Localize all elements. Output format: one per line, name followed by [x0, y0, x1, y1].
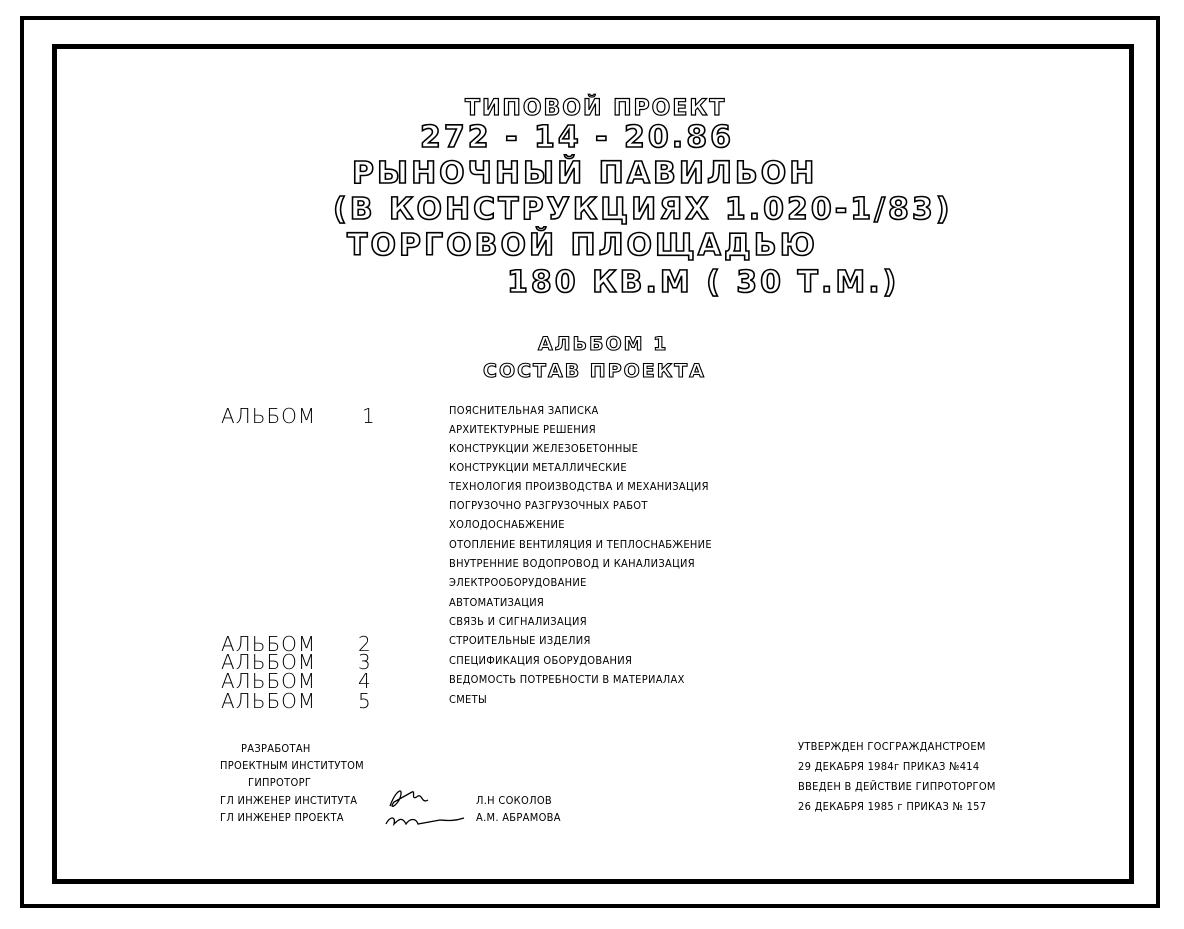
- contents-item: ПОГРУЗОЧНО РАЗГРУЗОЧНЫХ РАБОТ: [449, 499, 648, 512]
- album-4-number: 4: [358, 669, 372, 693]
- approval-line-1: УТВЕРЖДЕН ГОСГРАЖДАНСТРОЕМ: [798, 740, 986, 753]
- album-5-label: АЛЬБОМ: [221, 689, 317, 713]
- album-5-number: 5: [358, 689, 372, 713]
- contents-item: ОТОПЛЕНИЕ ВЕНТИЛЯЦИЯ И ТЕПЛОСНАБЖЕНИЕ: [449, 538, 712, 551]
- contents-item: ТЕХНОЛОГИЯ ПРОИЗВОДСТВА И МЕХАНИЗАЦИЯ: [449, 480, 709, 493]
- title-line-6: 180 КВ.М ( 30 Т.М.): [507, 265, 900, 300]
- developer-line-2: ПРОЕКТНЫМ ИНСТИТУТОМ: [220, 759, 365, 772]
- project-number: 272 - 14 - 20.86: [420, 120, 734, 155]
- composition-heading: СОСТАВ ПРОЕКТА: [483, 360, 706, 382]
- album-heading: АЛЬБОМ 1: [538, 333, 669, 355]
- approval-line-3: ВВЕДЕН В ДЕЙСТВИЕ ГИПРОТОРГОМ: [798, 780, 996, 793]
- developer-line-1: РАЗРАБОТАН: [241, 742, 311, 755]
- album-4-label: АЛЬБОМ: [221, 669, 317, 693]
- contents-item: СМЕТЫ: [449, 693, 487, 706]
- chief-engineer-project-role: ГЛ ИНЖЕНЕР ПРОЕКТА: [220, 811, 344, 824]
- contents-item: КОНСТРУКЦИИ МЕТАЛЛИЧЕСКИЕ: [449, 461, 627, 474]
- approval-line-4: 26 ДЕКАБРЯ 1985 г ПРИКАЗ № 157: [798, 800, 987, 813]
- album-3-number: 3: [358, 650, 372, 674]
- contents-item: СПЕЦИФИКАЦИЯ ОБОРУДОВАНИЯ: [449, 654, 633, 667]
- contents-item: ПОЯСНИТЕЛЬНАЯ ЗАПИСКА: [449, 404, 599, 417]
- chief-engineer-project-name: А.М. АБРАМОВА: [476, 811, 561, 824]
- contents-item: АРХИТЕКТУРНЫЕ РЕШЕНИЯ: [449, 423, 596, 436]
- title-line-4: (В КОНСТРУКЦИЯХ 1.020-1/83): [333, 192, 953, 227]
- contents-item: ЭЛЕКТРООБОРУДОВАНИЕ: [449, 576, 587, 589]
- album-2-number: 2: [358, 632, 372, 656]
- chief-engineer-institute-role: ГЛ ИНЖЕНЕР ИНСТИТУТА: [220, 794, 358, 807]
- contents-item: ВНУТРЕННИЕ ВОДОПРОВОД И КАНАЛИЗАЦИЯ: [449, 557, 695, 570]
- signature-sokolov: [390, 791, 428, 806]
- contents-item: СТРОИТЕЛЬНЫЕ ИЗДЕЛИЯ: [449, 634, 591, 647]
- contents-item: ХОЛОДОСНАБЖЕНИЕ: [449, 518, 565, 531]
- album-1-label: АЛЬБОМ: [221, 404, 317, 428]
- contents-item: КОНСТРУКЦИИ ЖЕЛЕЗОБЕТОННЫЕ: [449, 442, 639, 455]
- album-2-label: АЛЬБОМ: [221, 632, 317, 656]
- signature-drawings: [382, 780, 472, 830]
- contents-item: ВЕДОМОСТЬ ПОТРЕБНОСТИ В МАТЕРИАЛАХ: [449, 673, 685, 686]
- title-line-1: ТИПОВОЙ ПРОЕКТ: [465, 96, 727, 121]
- album-1-number: 1: [362, 404, 376, 428]
- title-line-5: ТОРГОВОЙ ПЛОЩАДЬЮ: [347, 228, 818, 263]
- chief-engineer-institute-name: Л.Н СОКОЛОВ: [476, 794, 553, 807]
- contents-item: СВЯЗЬ И СИГНАЛИЗАЦИЯ: [449, 615, 587, 628]
- developer-line-3: ГИПРОТОРГ: [248, 776, 312, 789]
- signature-abramova: [386, 818, 464, 824]
- title-line-3: РЫНОЧНЫЙ ПАВИЛЬОН: [352, 156, 818, 191]
- contents-item: АВТОМАТИЗАЦИЯ: [449, 596, 545, 609]
- album-3-label: АЛЬБОМ: [221, 650, 317, 674]
- approval-line-2: 29 ДЕКАБРЯ 1984г ПРИКАЗ №414: [798, 760, 980, 773]
